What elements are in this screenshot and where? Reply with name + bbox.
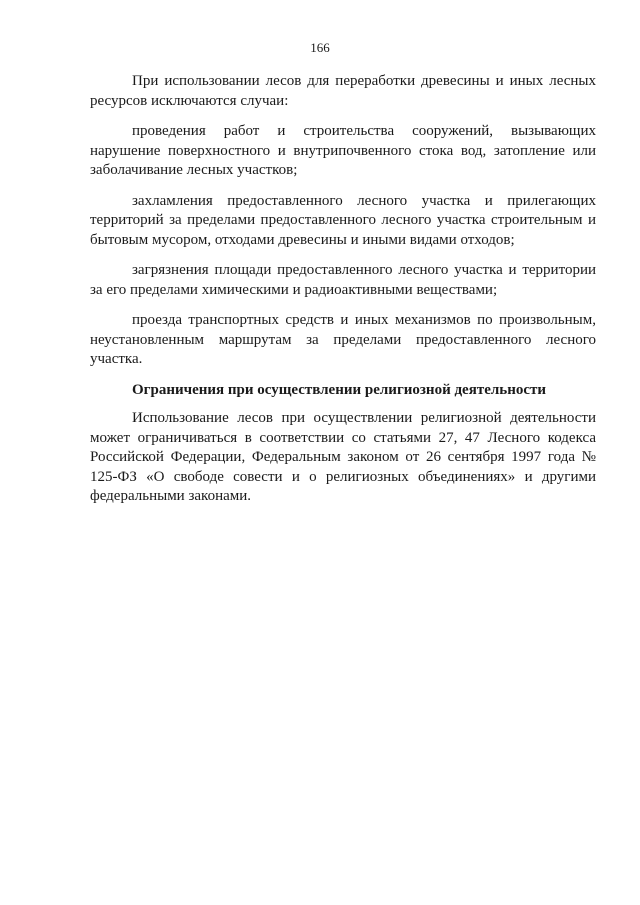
paragraph-littering: захламления предоставленного лесного участка и прилегающих территорий за пределами предоставленного лесного участка строительным и бытовым мусором, отходами древесины и иными видами отходов;	[90, 192, 596, 248]
document-body	[90, 72, 596, 518]
paragraph-intro: При использовании лесов для переработки древесины и иных лесных ресурсов исключаются случаи:	[90, 73, 596, 109]
paragraph-religious-use: Использование лесов при осуществлении религиозной деятельности может ограничиваться в соответствии со статьями 27, 47 Лесного кодекса Российской Федерации, Федеральным законом от 26 сентября 1997 года № 125-ФЗ «О свободе совести и о религиозных объединениях» и другими федеральными законами.	[90, 410, 596, 504]
paragraph-pollution: загрязнения площади предоставленного лесного участка и территории за его пределами химическими и радиоактивными веществами;	[90, 262, 596, 298]
paragraph-vehicles: проезда транспортных средств и иных механизмов по произвольным, неустановленным маршрутам за пределами предоставленного лесного участка.	[90, 312, 596, 367]
paragraph-construction: проведения работ и строительства сооружений, вызывающих нарушение поверхностного и внутрипочвенного стока вод, затопление или заболачивание лесных участков;	[90, 123, 596, 178]
page-number: 166	[310, 40, 330, 55]
section-heading: Ограничения при осуществлении религиозной деятельности	[132, 381, 547, 398]
